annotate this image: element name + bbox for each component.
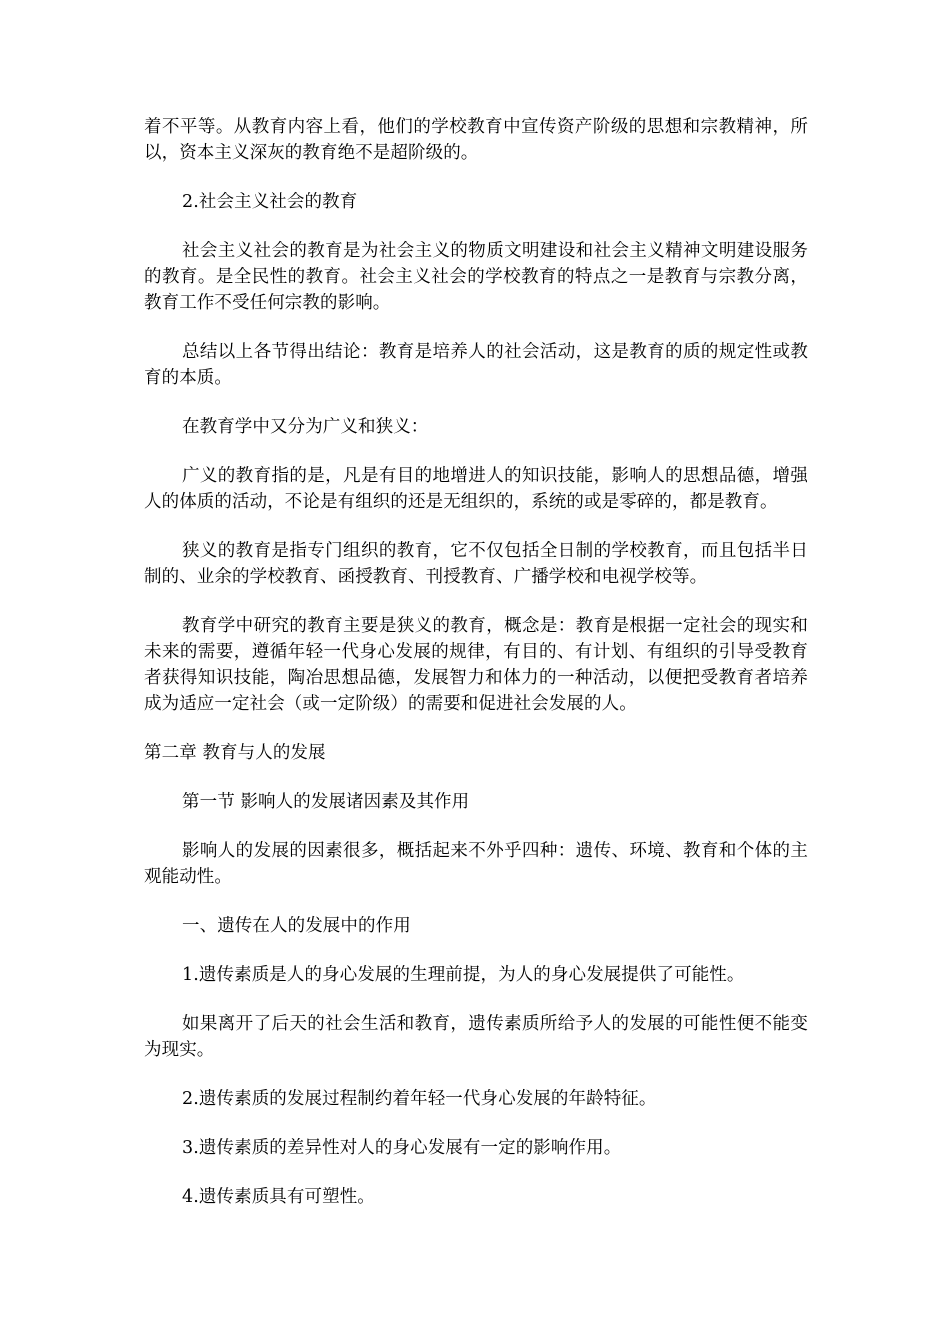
- list-item-heredity-3: 3.遗传素质的差异性对人的身心发展有一定的影响作用。: [182, 1138, 622, 1158]
- paragraph-broad-education: 广义的教育指的是，凡是有目的地增进人的知识技能，影响人的思想品德，增强人的体质的活动，不论是有组织的还是无组织的，系统的或是零碎的，都是教育。: [144, 466, 808, 512]
- paragraph-four-factors: 影响人的发展的因素很多，概括起来不外乎四种：遗传、环境、教育和个体的主观能动性。: [144, 841, 808, 887]
- section-heading: 第一节 影响人的发展诸因素及其作用: [182, 792, 470, 812]
- section-heading-socialist-education: 2.社会主义社会的教育: [182, 192, 358, 212]
- chapter-heading: 第二章 教育与人的发展: [144, 743, 326, 763]
- document-page: [144, 114, 808, 1233]
- list-item-heredity-2: 2.遗传素质的发展过程制约着年轻一代身心发展的年龄特征。: [182, 1089, 657, 1109]
- paragraph-narrow-education: 狭义的教育是指专门组织的教育，它不仅包括全日制的学校教育，而且包括半日制的、业余的学校教育、函授教育、刊授教育、广播学校和电视学校等。: [144, 541, 808, 587]
- paragraph-broad-narrow-intro: 在教育学中又分为广义和狭义：: [182, 417, 429, 437]
- paragraph-continuation: 着不平等。从教育内容上看，他们的学校教育中宣传资产阶级的思想和宗教精神，所以，资本主义深灰的教育绝不是超阶级的。: [144, 117, 808, 163]
- paragraph-heredity-note: 如果离开了后天的社会生活和教育，遗传素质所给予人的发展的可能性便不能变为现实。: [144, 1014, 808, 1060]
- list-item-heredity-1: 1.遗传素质是人的身心发展的生理前提，为人的身心发展提供了可能性。: [182, 965, 745, 985]
- paragraph-socialist-education: 社会主义社会的教育是为社会主义的物质文明建设和社会主义精神文明建设服务的教育。是全民性的教育。社会主义社会的学校教育的特点之一是教育与宗教分离，教育工作不受任何宗教的影响。: [144, 241, 808, 313]
- paragraph-conclusion: 总结以上各节得出结论：教育是培养人的社会活动，这是教育的质的规定性或教育的本质。: [144, 342, 808, 388]
- list-item-heredity-4: 4.遗传素质具有可塑性。: [182, 1187, 375, 1207]
- paragraph-education-concept: 教育学中研究的教育主要是狭义的教育，概念是：教育是根据一定社会的现实和未来的需要，遵循年轻一代身心发展的规律，有目的、有计划、有组织的引导受教育者获得知识技能，陶冶思想品德，发展智力和体力的一种活动，以便把受教育者培养成为适应一定社会（或一定阶级）的需要和促进社会发展的人。: [144, 616, 808, 714]
- subsection-heading-heredity: 一、遗传在人的发展中的作用: [182, 916, 411, 936]
